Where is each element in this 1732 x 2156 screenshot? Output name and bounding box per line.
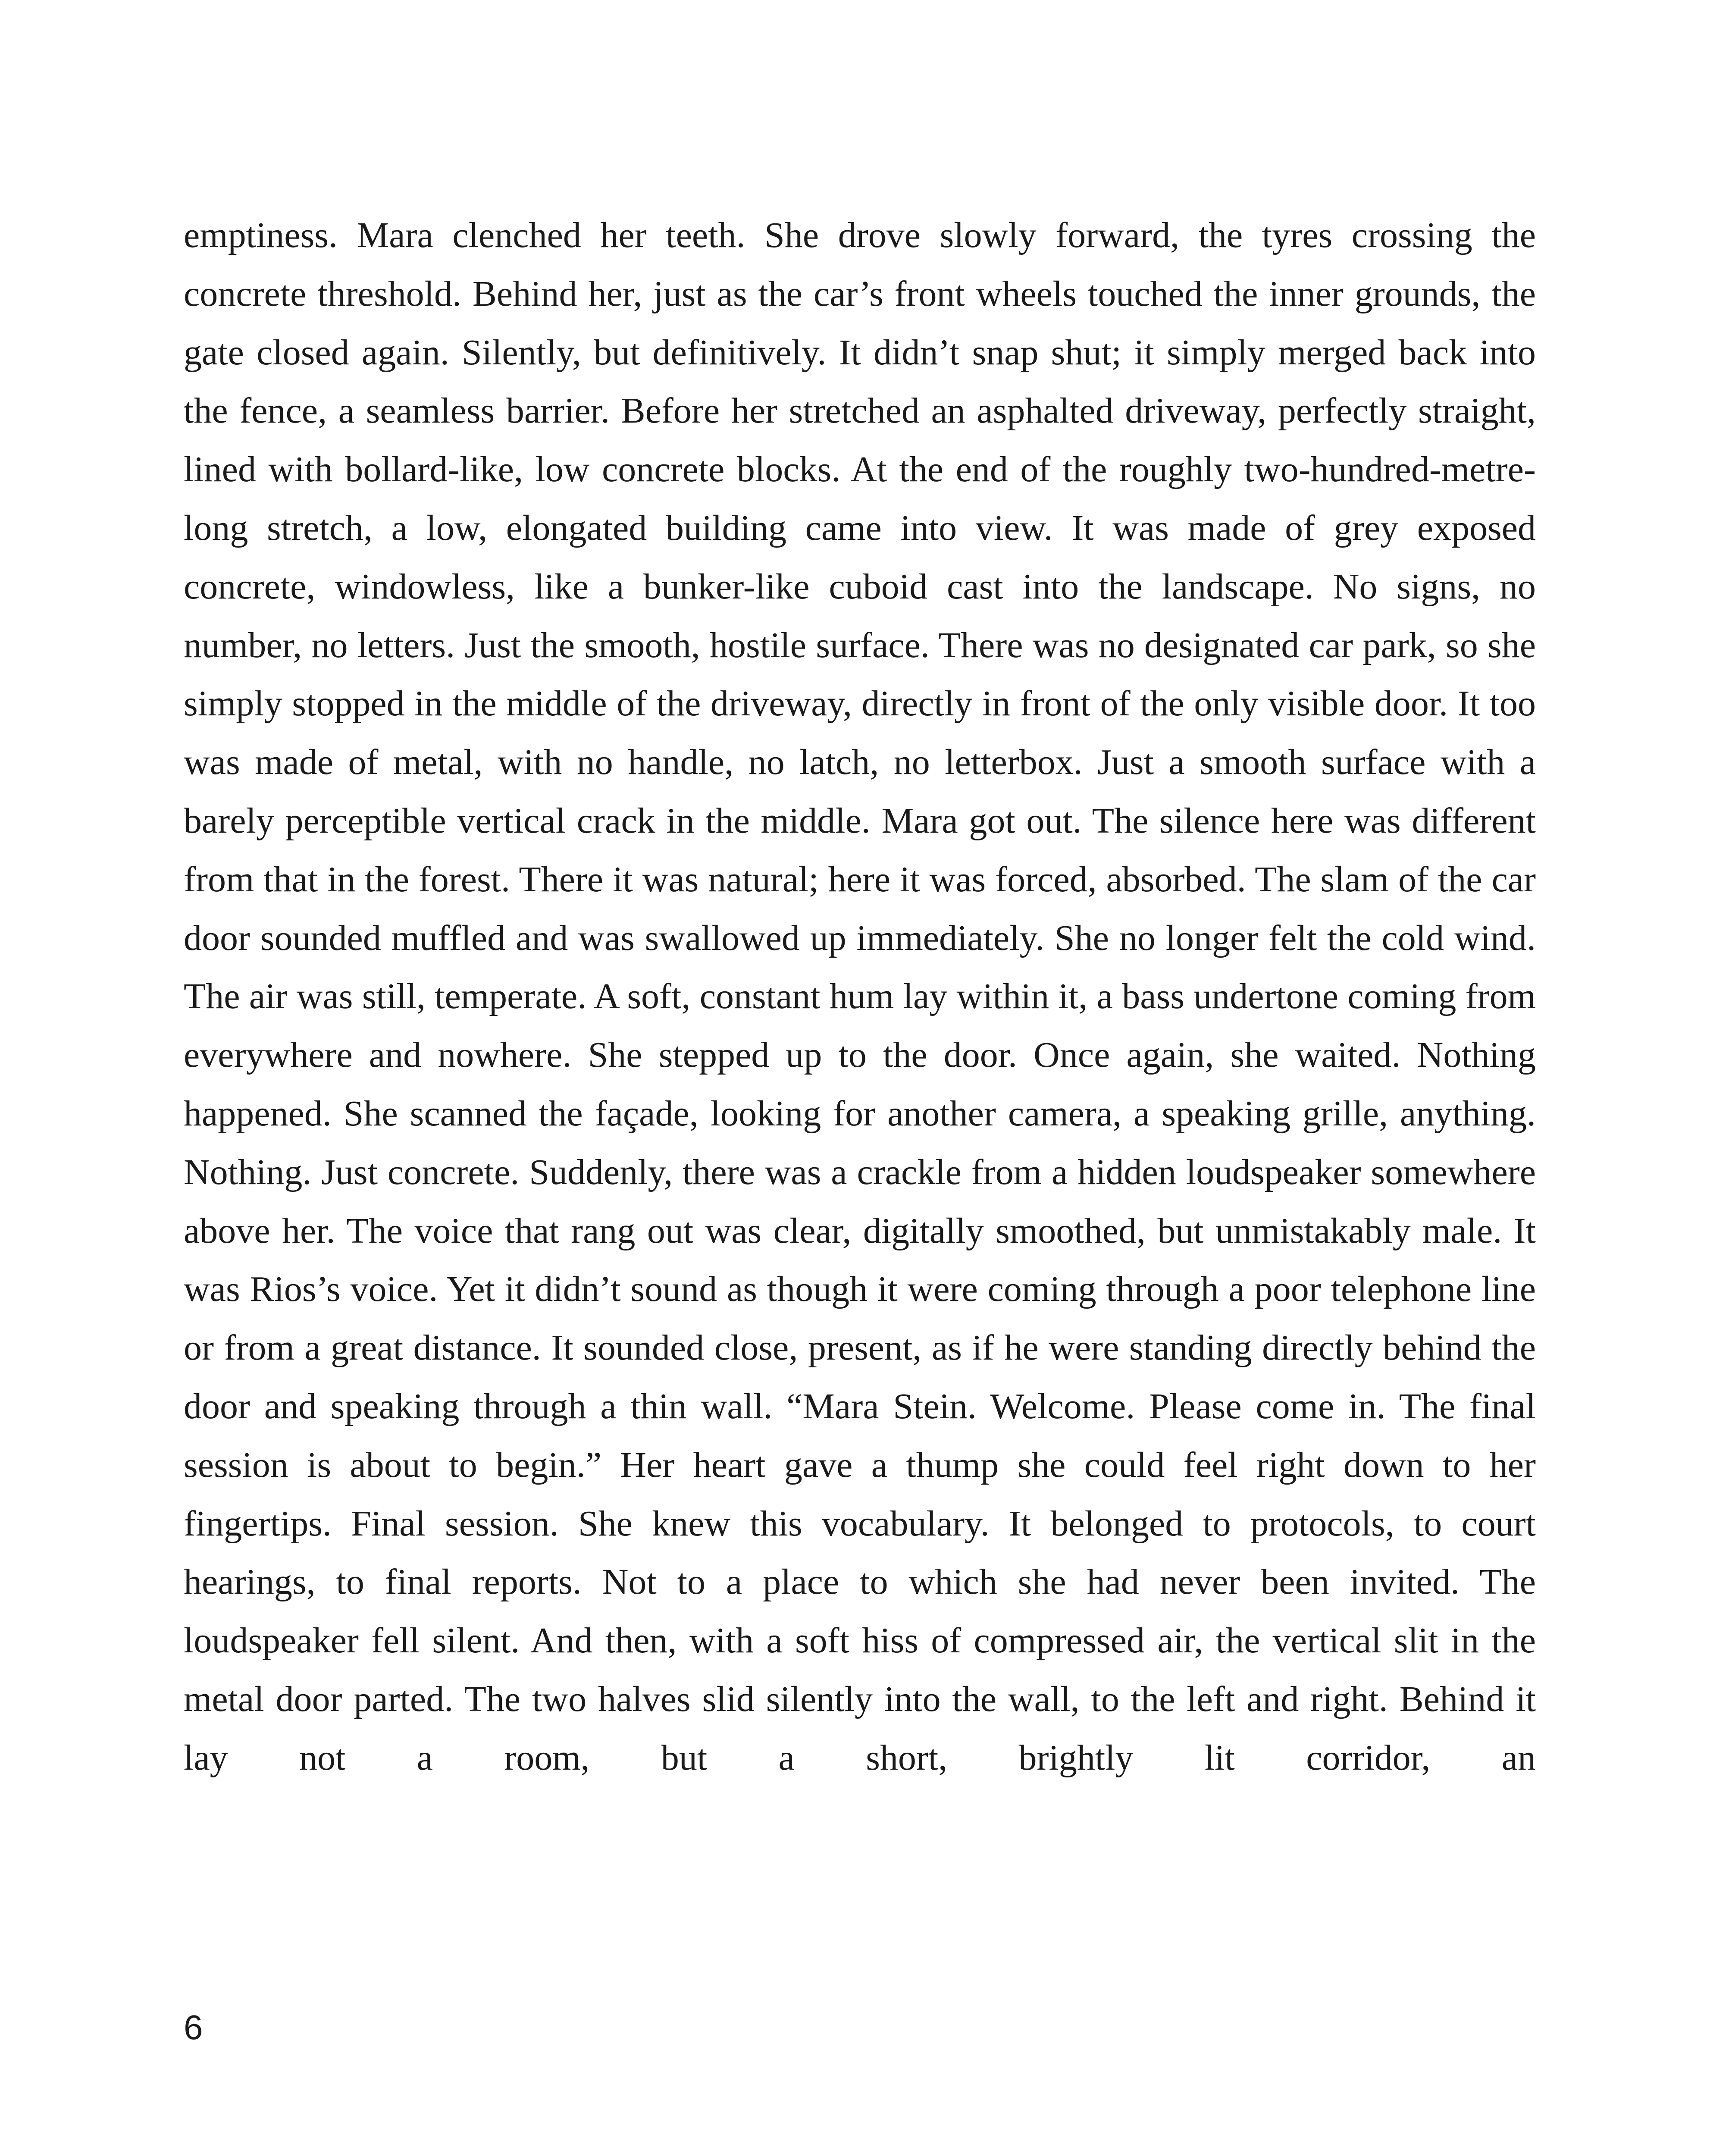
page-number: 6 — [184, 2008, 203, 2046]
body-paragraph: emptiness. Mara clenched her teeth. She drove slowly forward, the tyres crossing the concrete threshold. Behind her, just as the car’s front wheels touched the inner grounds, the gate closed again. Silently, but definitively. It didn’t snap shut; it simply merged back into the fence, a seamless barrier. Before her stretched an asphalted driveway, perfectly straight, lined with bollard-like, low concrete blocks. At the end of the roughly two-hundred-metre-long stretch, a low, elongated building came into view. It was made of grey exposed concrete, windowless, like a bunker-like cuboid cast into the landscape. No signs, no number, no letters. Just the smooth, hostile surface. There was no designated car park, so she simply stopped in the middle of the driveway, directly in front of the only visible door. It too was made of metal, with no handle, no latch, no letterbox. Just a smooth surface with a barely perceptible vertical crack in the middle. Mara got out. The silence here was different from that in the forest. There it was natural; here it was forced, absorbed. The slam of the car door sounded muffled and was swallowed up immediately. She no longer felt the cold wind. The air was still, temperate. A soft, constant hum lay within it, a bass undertone coming from everywhere and nowhere. She stepped up to the door. Once again, she waited. Nothing happened. She scanned the façade, looking for another camera, a speaking grille, anything. Nothing. Just concrete. Suddenly, there was a crackle from a hidden loudspeaker somewhere above her. The voice that rang out was clear, digitally smoothed, but unmistakably male. It was Rios’s voice. Yet it didn’t sound as though it were coming through a poor telephone line or from a great distance. It sounded close, present, as if he were standing directly behind the door and speaking through a thin wall. “Mara Stein. Welcome. Please come in. The final session is about to begin.” Her heart gave a thump she could feel right down to her fingertips. Final session. She knew this vocabulary. It belonged to protocols, to court hearings, to final reports. Not to a place to which she had never been invited. The loudspeaker fell silent. And then, with a soft hiss of compressed air, the vertical slit in the metal door parted. The two halves slid silently into the wall, to the left and right. Behind it lay not a room, but a short, brightly lit corridor, an — [184, 215, 1536, 1778]
